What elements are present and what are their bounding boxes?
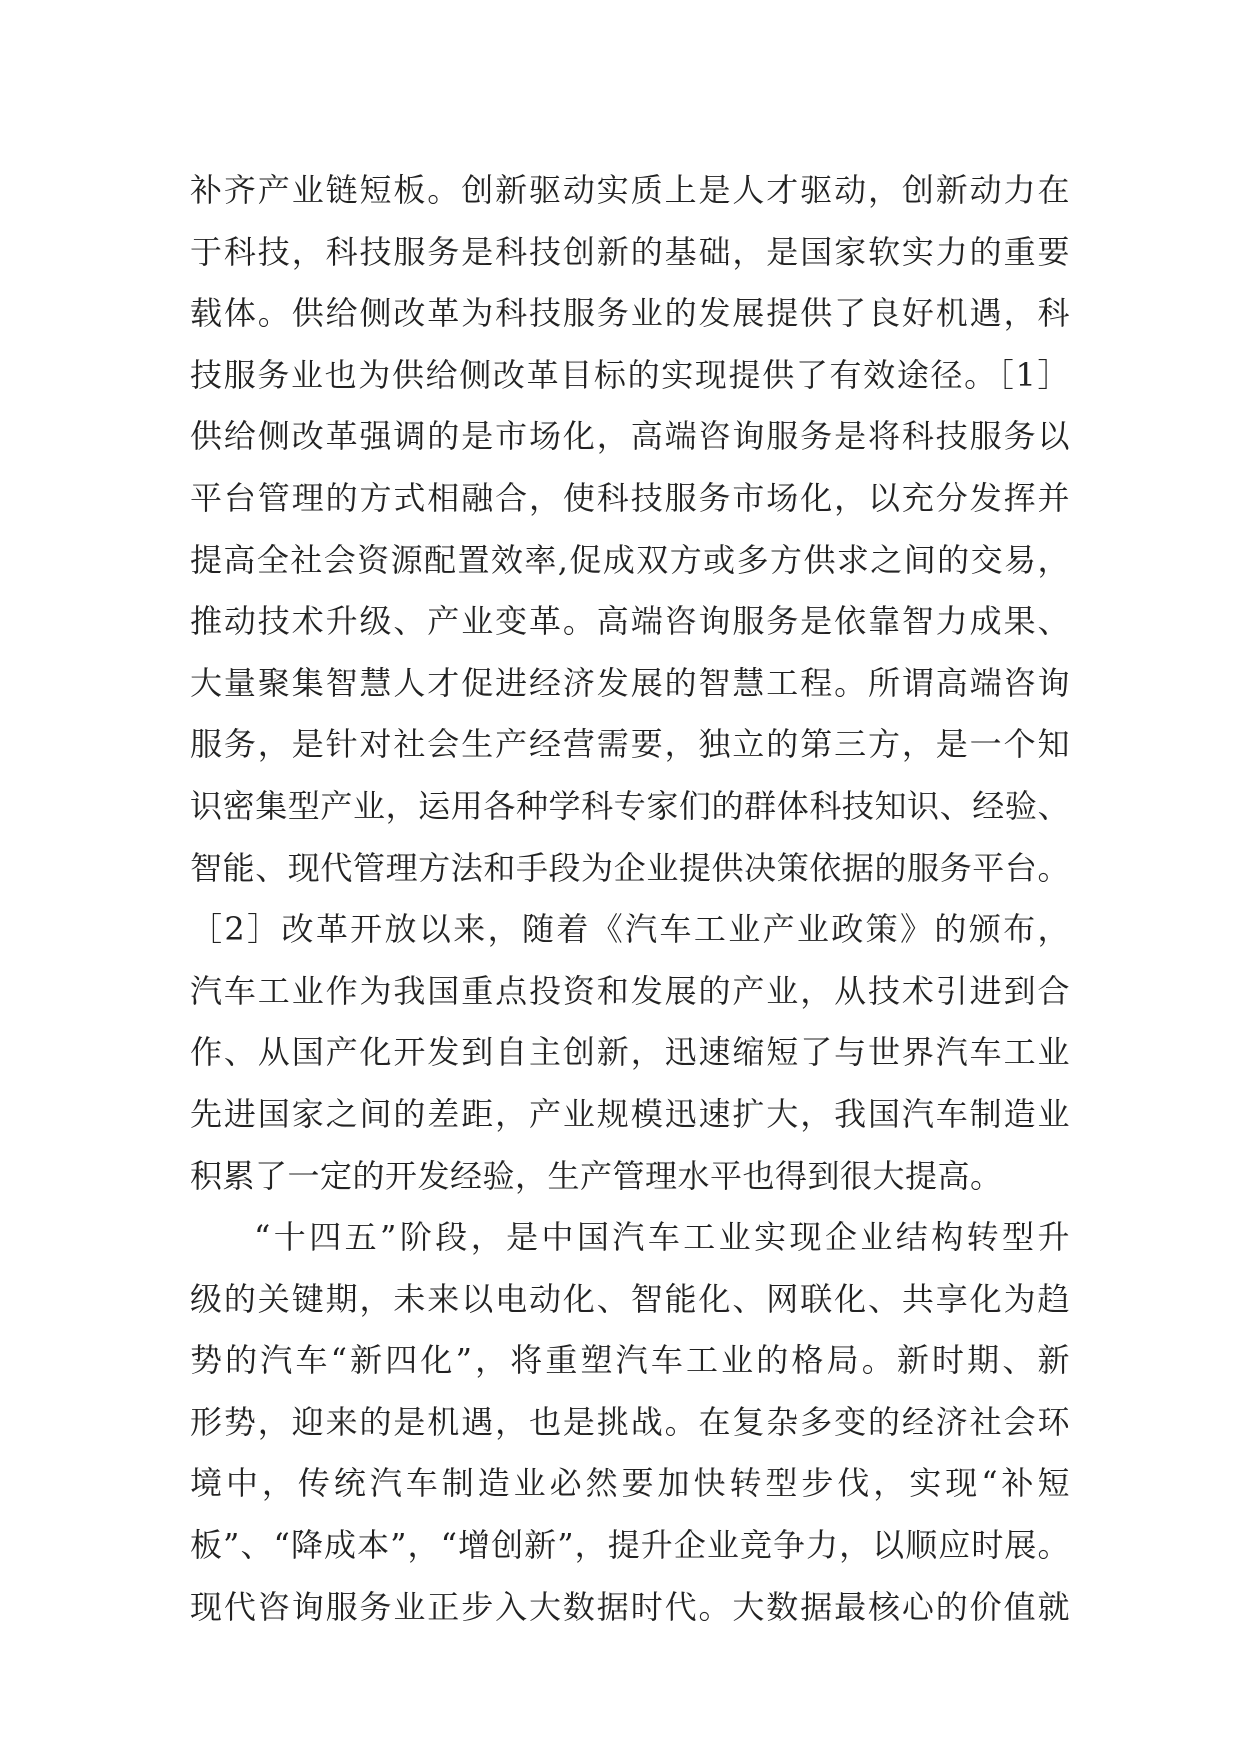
text-line: 现代咨询服务业正步入大数据时代。大数据最核心的价值就 <box>190 1587 1070 1626</box>
text-line: 识密集型产业，运用各种学科专家们的群体科技知识、经验、 <box>190 786 1070 825</box>
text-line: 形势，迎来的是机遇，也是挑战。在复杂多变的经济社会环 <box>190 1402 1070 1441</box>
text-line: 技服务业也为供给侧改革目标的实现提供了有效途径。［1］ <box>190 355 1070 394</box>
text-line: 服务，是针对社会生产经营需要，独立的第三方，是一个知 <box>190 725 1070 764</box>
paragraph-first-line: “十四五”阶段，是中国汽车工业实现企业结构转型升 <box>254 1218 1070 1257</box>
text-line: 先进国家之间的差距，产业规模迅速扩大，我国汽车制造业 <box>190 1094 1070 1133</box>
paragraph-last-line: 积累了一定的开发经验，生产管理水平也得到很大提高。 <box>190 1156 1003 1195</box>
text-line: 汽车工业作为我国重点投资和发展的产业，从技术引进到合 <box>190 971 1070 1010</box>
text-line: 作、从国产化开发到自主创新，迅速缩短了与世界汽车工业 <box>190 1033 1070 1072</box>
text-line: 载体。供给侧改革为科技服务业的发展提供了良好机遇，科 <box>190 294 1070 333</box>
text-line: 平台管理的方式相融合，使科技服务市场化，以充分发挥并 <box>190 478 1070 517</box>
text-line: 推动技术升级、产业变革。高端咨询服务是依靠智力成果、 <box>190 602 1070 641</box>
text-line: 势的汽车“新四化”，将重塑汽车工业的格局。新时期、新 <box>190 1341 1070 1380</box>
body-text <box>190 160 1070 1638</box>
text-line: 提高全社会资源配置效率,促成双方或多方供求之间的交易， <box>190 540 1070 579</box>
text-line: 大量聚集智慧人才促进经济发展的智慧工程。所谓高端咨询 <box>190 663 1070 702</box>
text-line: 级的关键期，未来以电动化、智能化、网联化、共享化为趋 <box>190 1279 1070 1318</box>
text-line: 境中，传统汽车制造业必然要加快转型步伐，实现“补短 <box>190 1464 1070 1503</box>
text-line: 于科技，科技服务是科技创新的基础，是国家软实力的重要 <box>190 232 1070 271</box>
text-line: 补齐产业链短板。创新驱动实质上是人才驱动，创新动力在 <box>190 171 1070 209</box>
text-line: ［2］改革开放以来，随着《汽车工业产业政策》的颁布， <box>190 910 1070 949</box>
text-line: 板”、“降成本”，“增创新”，提升企业竞争力，以顺应时展。 <box>190 1526 1070 1565</box>
text-line: 供给侧改革强调的是市场化，高端咨询服务是将科技服务以 <box>190 417 1070 456</box>
text-line: 智能、现代管理方法和手段为企业提供决策依据的服务平台。 <box>190 848 1070 887</box>
